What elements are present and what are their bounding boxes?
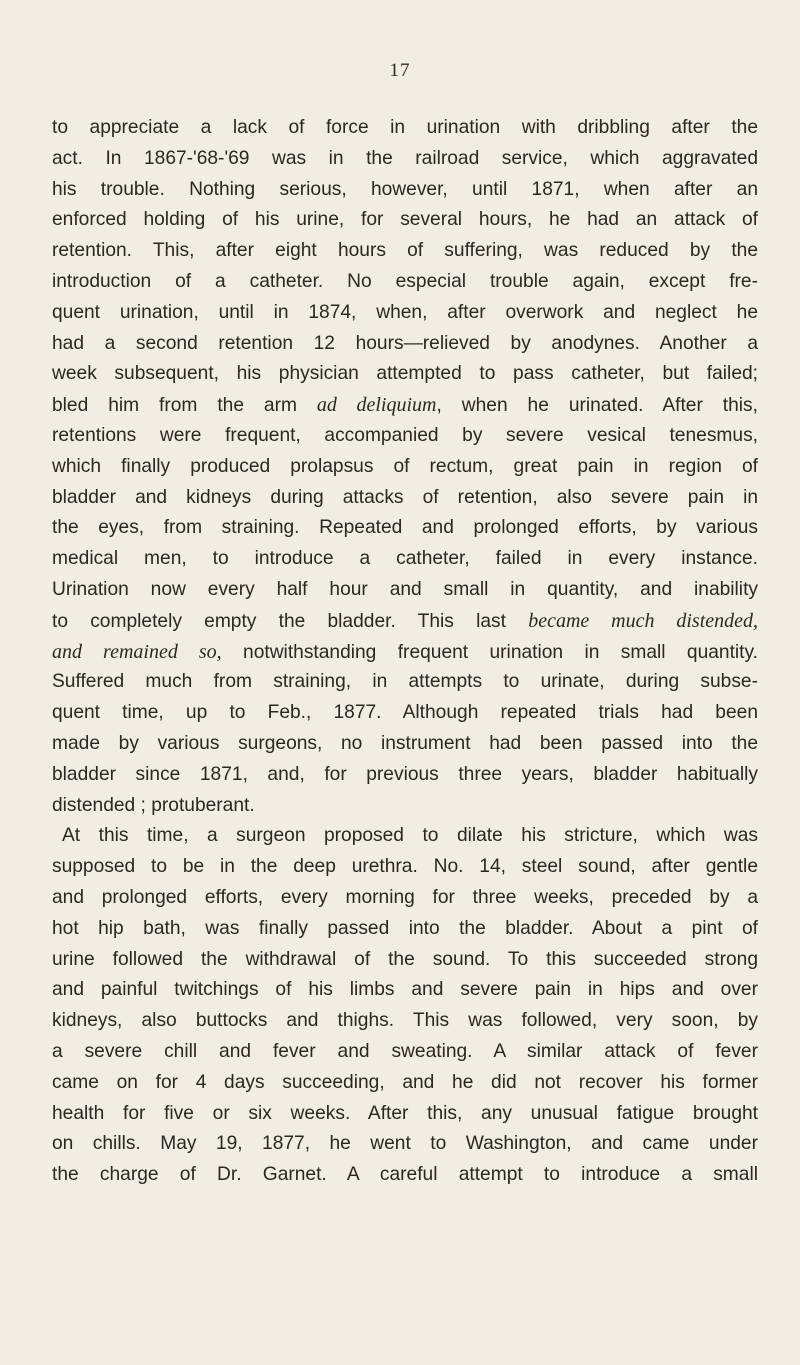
text-line: At this time, a surgeon proposed to dilate his stricture, which was [62,825,758,847]
text-line: bladder and kidneys during attacks of retention, also severe pain in [52,486,758,508]
text-line: health for five or six weeks. After this, any unusual fatigue brought [52,1102,758,1124]
text-line: a severe chill and fever and sweating. A similar attack of fever [52,1040,758,1062]
text-line: retentions were frequent, accompanied by severe vesical tenesmus, [52,424,758,446]
text-line: bled him from the arm ad deliquium, when he urinated. After this, [52,394,758,417]
text-line: quent time, up to Feb., 1877. Although repeated trials had been [52,702,758,724]
text-line: bladder since 1871, and, for previous three years, bladder habitually [52,763,758,785]
text-line: Urination now every half hour and small in quantity, and inability [52,578,758,600]
text-line: the charge of Dr. Garnet. A careful attempt to introduce a small [52,1164,758,1186]
text-line: which finally produced prolapsus of rectum, great pain in region of [52,455,758,477]
text-line: urine followed the withdrawal of the sound. To this succeeded strong [52,948,758,970]
italic-phrase: became much distended, [528,609,758,632]
text-line: week subsequent, his physician attempted to pass catheter, but failed; [52,363,758,385]
text-line: introduction of a catheter. No especial trouble again, except fre- [52,270,758,292]
text-line: hot hip bath, was finally passed into the bladder. About a pint of [52,917,758,939]
text-line: quent urination, until in 1874, when, after overwork and neglect he [52,301,758,323]
text-line: and remained so, notwithstanding frequent urination in small quantity. [52,640,759,663]
body-text [52,113,758,1191]
text-line: enforced holding of his urine, for several hours, he had an attack of [52,209,758,231]
text-line: and prolonged efforts, every morning for three weeks, preceded by a [52,886,758,908]
text-line: act. In 1867-'68-'69 was in the railroad service, which aggravated [52,147,758,169]
text-line: kidneys, also buttocks and thighs. This was followed, very soon, by [52,1010,758,1032]
text-line: came on for 4 days succeeding, and he did not recover his former [52,1071,758,1093]
text-line: to appreciate a lack of force in urination with dribbling after the [52,117,758,138]
text-line: on chills. May 19, 1877, he went to Washington, and came under [52,1133,758,1155]
italic-phrase: and remained so, [52,640,222,663]
text-line: Suffered much from straining, in attempts to urinate, during subse- [52,671,758,693]
text-line: supposed to be in the deep urethra. No. 14, steel sound, after gentle [52,856,758,878]
text-line: and painful twitchings of his limbs and severe pain in hips and over [52,979,758,1001]
text-line: distended ; protuberant. [52,794,255,816]
page-number: 17 [389,60,411,81]
text-line: made by various surgeons, no instrument had been passed into the [52,732,758,754]
text-line: retention. This, after eight hours of suffering, was reduced by the [52,240,758,262]
text-line: the eyes, from straining. Repeated and prolonged efforts, by various [52,517,758,539]
text-line: to completely empty the bladder. This last became much distended, [52,609,758,632]
text-line: had a second retention 12 hours—relieved by anodynes. Another a [52,332,758,354]
italic-phrase: ad deliquium [316,394,437,417]
text-line: his trouble. Nothing serious, however, until 1871, when after an [52,178,758,200]
text-line: medical men, to introduce a catheter, failed in every instance. [52,548,758,570]
